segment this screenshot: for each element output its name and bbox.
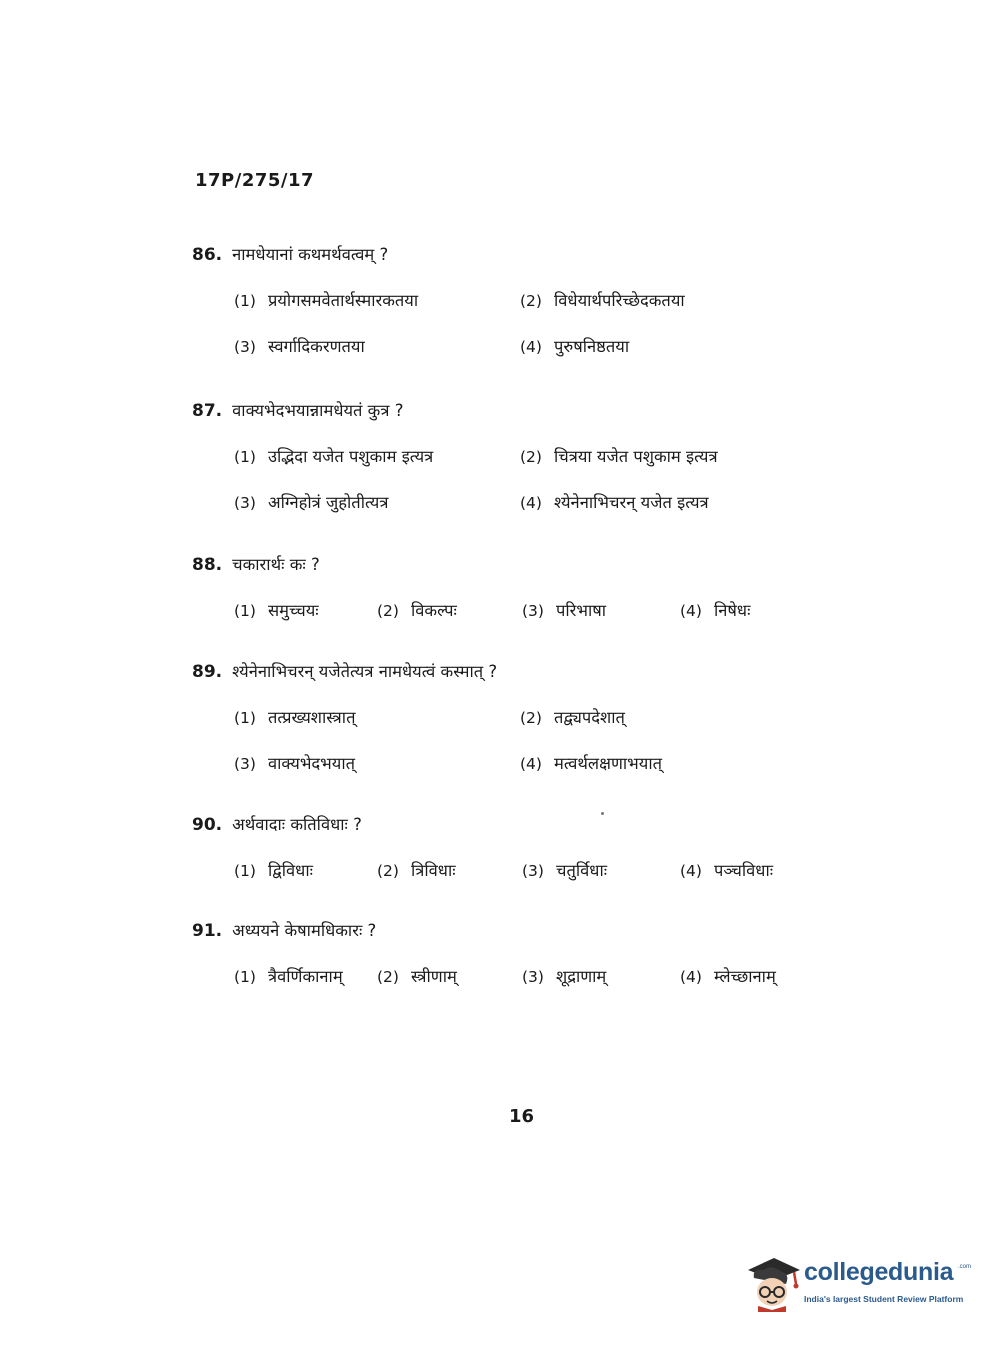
question-number: 90. bbox=[192, 815, 223, 835]
option-1[interactable] bbox=[234, 964, 343, 987]
option-3[interactable] bbox=[522, 858, 607, 881]
question-91 bbox=[192, 918, 832, 994]
option-text: म्लेच्छानाम् bbox=[713, 967, 776, 986]
option-number: (1) bbox=[234, 292, 256, 310]
question-86 bbox=[192, 242, 832, 380]
option-number: (3) bbox=[234, 755, 256, 773]
option-text: वाक्यभेदभयात् bbox=[267, 754, 356, 773]
question-stem bbox=[192, 659, 832, 685]
option-text: तत्प्रख्यशास्त्रात् bbox=[267, 708, 356, 727]
question-number: 86. bbox=[192, 245, 223, 265]
question-number: 87. bbox=[192, 401, 223, 421]
option-text: चतुर्विधाः bbox=[555, 861, 608, 880]
option-number: (3) bbox=[522, 968, 544, 986]
option-2[interactable] bbox=[377, 858, 456, 881]
option-text: स्त्रीणाम् bbox=[410, 967, 457, 986]
logo-tagline: India's largest Student Review Platform bbox=[804, 1294, 964, 1304]
logo-wordmark: collegedunia bbox=[804, 1258, 954, 1286]
option-text: पुरुषनिष्ठतया bbox=[553, 337, 630, 356]
option-2[interactable] bbox=[520, 288, 685, 311]
option-3[interactable] bbox=[522, 964, 606, 987]
option-number: (2) bbox=[377, 602, 399, 620]
option-text: चित्रया यजेत पशुकाम इत्यत्र bbox=[553, 447, 718, 466]
option-number: (2) bbox=[377, 862, 399, 880]
options bbox=[192, 444, 832, 536]
option-number: (2) bbox=[520, 292, 542, 310]
options bbox=[192, 288, 832, 380]
option-number: (3) bbox=[522, 862, 544, 880]
option-row bbox=[192, 444, 832, 490]
question-text: वाक्यभेदभयान्नामधेयतं कुत्र ? bbox=[232, 401, 404, 420]
student-mascot-icon bbox=[742, 1250, 804, 1312]
option-number: (4) bbox=[520, 338, 542, 356]
option-1[interactable] bbox=[234, 444, 433, 467]
option-2[interactable] bbox=[520, 705, 625, 728]
option-text: निषेधः bbox=[713, 601, 751, 620]
option-4[interactable] bbox=[680, 598, 750, 621]
option-2[interactable] bbox=[377, 598, 457, 621]
option-number: (1) bbox=[234, 448, 256, 466]
options bbox=[192, 964, 832, 994]
option-4[interactable] bbox=[520, 751, 662, 774]
option-row bbox=[192, 751, 832, 797]
option-1[interactable] bbox=[234, 288, 418, 311]
option-1[interactable] bbox=[234, 858, 313, 881]
question-number: 89. bbox=[192, 662, 223, 682]
option-number: (2) bbox=[377, 968, 399, 986]
option-row bbox=[192, 334, 832, 380]
question-text: श्येनेनाभिचरन् यजेतेत्यत्र नामधेयत्वं कस्मात् ? bbox=[232, 662, 498, 681]
question-number: 91. bbox=[192, 921, 223, 941]
option-number: (4) bbox=[680, 602, 702, 620]
option-3[interactable] bbox=[522, 598, 606, 621]
option-1[interactable] bbox=[234, 598, 319, 621]
option-3[interactable] bbox=[234, 751, 355, 774]
question-text: अर्थवादाः कतिविधाः ? bbox=[232, 815, 362, 834]
option-text: मत्वर्थलक्षणाभयात् bbox=[553, 754, 662, 773]
question-88 bbox=[192, 552, 832, 628]
option-text: श्येनेनाभिचरन् यजेत इत्यत्र bbox=[553, 493, 709, 512]
option-row bbox=[192, 490, 832, 536]
option-number: (1) bbox=[234, 862, 256, 880]
option-4[interactable] bbox=[520, 334, 629, 357]
option-text: शूद्राणाम् bbox=[555, 967, 607, 986]
option-number: (1) bbox=[234, 968, 256, 986]
option-number: (2) bbox=[520, 709, 542, 727]
question-stem bbox=[192, 242, 832, 268]
option-2[interactable] bbox=[377, 964, 457, 987]
question-text: चकारार्थः कः ? bbox=[232, 555, 320, 574]
question-text: अध्ययने केषामधिकारः ? bbox=[232, 921, 377, 940]
question-stem bbox=[192, 918, 832, 944]
option-text: द्विविधाः bbox=[267, 861, 313, 880]
option-text: उद्भिदा यजेत पशुकाम इत्यत्र bbox=[267, 447, 434, 466]
option-text: पञ्चविधाः bbox=[713, 861, 774, 880]
option-text: परिभाषा bbox=[555, 601, 607, 620]
option-text: त्रिविधाः bbox=[410, 861, 456, 880]
question-text: नामधेयानां कथमर्थवत्वम् ? bbox=[232, 245, 389, 264]
page-number: 16 bbox=[509, 1106, 535, 1127]
question-89 bbox=[192, 659, 832, 797]
option-text: समुच्चयः bbox=[267, 601, 319, 620]
option-2[interactable] bbox=[520, 444, 718, 467]
options bbox=[192, 858, 832, 888]
question-stem bbox=[192, 552, 832, 578]
option-1[interactable] bbox=[234, 705, 355, 728]
option-4[interactable] bbox=[680, 964, 776, 987]
option-4[interactable] bbox=[520, 490, 709, 513]
option-text: तद्व्यपदेशात् bbox=[553, 708, 625, 727]
option-4[interactable] bbox=[680, 858, 773, 881]
collegedunia-logo[interactable] bbox=[742, 1250, 972, 1312]
option-text: अग्निहोत्रं जुहोतीत्यत्र bbox=[267, 493, 389, 512]
option-number: (1) bbox=[234, 709, 256, 727]
question-87 bbox=[192, 398, 832, 536]
option-text: प्रयोगसमवेतार्थस्मारकतया bbox=[267, 291, 419, 310]
logo-domain-suffix: .com bbox=[958, 1264, 972, 1270]
option-row bbox=[192, 705, 832, 751]
options bbox=[192, 598, 832, 628]
question-stem bbox=[192, 398, 832, 424]
question-90 bbox=[192, 812, 832, 888]
option-text: विधेयार्थपरिच्छेदकतया bbox=[553, 291, 685, 310]
question-stem bbox=[192, 812, 832, 838]
option-number: (4) bbox=[680, 862, 702, 880]
option-3[interactable] bbox=[234, 490, 388, 513]
option-number: (3) bbox=[234, 338, 256, 356]
paper-code: 17P/275/17 bbox=[195, 170, 315, 191]
option-number: (4) bbox=[680, 968, 702, 986]
option-3[interactable] bbox=[234, 334, 365, 357]
option-number: (1) bbox=[234, 602, 256, 620]
option-number: (3) bbox=[522, 602, 544, 620]
options bbox=[192, 705, 832, 797]
option-number: (4) bbox=[520, 494, 542, 512]
option-number: (2) bbox=[520, 448, 542, 466]
question-number: 88. bbox=[192, 555, 223, 575]
option-row bbox=[192, 288, 832, 334]
option-text: विकल्पः bbox=[410, 601, 457, 620]
option-number: (3) bbox=[234, 494, 256, 512]
option-text: त्रैवर्णिकानाम् bbox=[267, 967, 343, 986]
option-text: स्वर्गादिकरणतया bbox=[267, 337, 365, 356]
option-number: (4) bbox=[520, 755, 542, 773]
